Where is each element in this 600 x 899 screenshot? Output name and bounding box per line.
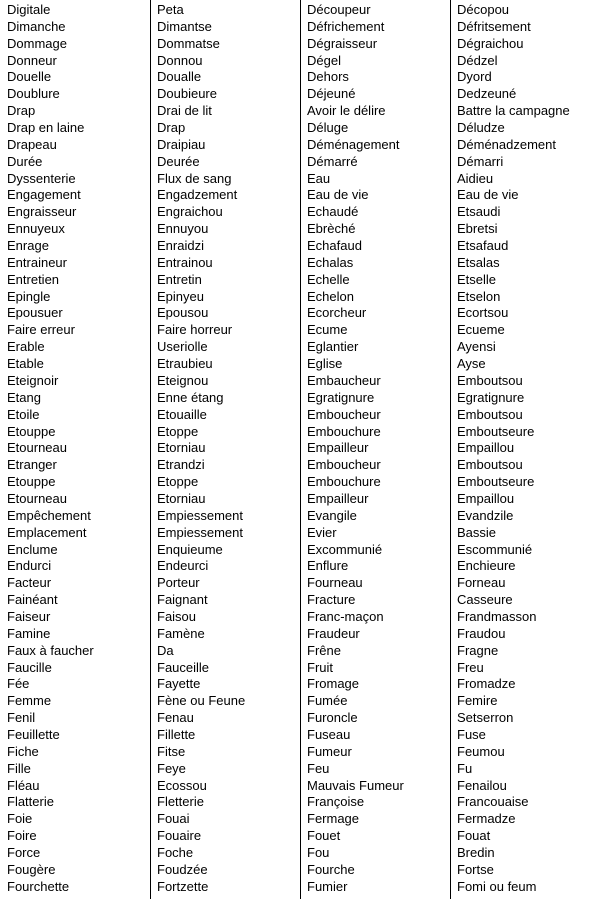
word-entry: Fée [7, 676, 30, 692]
word-entry: Echelle [307, 271, 350, 287]
word-entry: Faignant [157, 592, 208, 608]
word-entry: Digitale [7, 2, 51, 17]
word-entry: Déluge [307, 120, 349, 136]
word-entry: Etouppe [7, 474, 56, 490]
word-entry: Engraisseur [7, 204, 77, 220]
word-entry: Fène ou Feune [157, 693, 246, 709]
word-entry: Doublure [7, 86, 60, 102]
word-entry: Bassie [457, 524, 497, 540]
column-4 [450, 0, 600, 899]
word-entry: Ecueme [457, 322, 505, 338]
word-entry: Drap en laine [7, 120, 85, 136]
word-entry: Dommatse [157, 35, 220, 51]
word-entry: Peta [157, 2, 184, 17]
word-entry: Embaucheur [307, 372, 381, 388]
word-entry: Eau de vie [457, 187, 519, 203]
word-entry: Emboucheur [307, 457, 381, 473]
word-entry: Doualle [157, 69, 202, 85]
word-entry: Flatterie [7, 794, 54, 810]
word-entry: Faire horreur [157, 322, 233, 338]
word-entry: Echafaud [307, 238, 362, 254]
word-entry: Engadzement [157, 187, 238, 203]
word-entry: Fruit [307, 659, 333, 675]
word-entry: Eau [307, 170, 331, 186]
word-entry: Porteur [157, 575, 200, 591]
word-entry: Foie [7, 811, 33, 827]
word-entry: Aidieu [457, 170, 494, 186]
column-divider [300, 0, 301, 899]
word-entry: Douelle [7, 69, 52, 85]
word-entry: Emboutsou [457, 372, 523, 388]
word-entry: Echelon [307, 288, 354, 304]
word-entry: Famène [157, 625, 205, 641]
word-entry: Drap [7, 103, 36, 119]
word-entry: Faucille [7, 659, 52, 675]
word-entry: Donnou [157, 52, 203, 68]
column-divider [150, 0, 151, 899]
word-entry: Dimanche [7, 18, 66, 34]
word-entry: Etouaille [157, 406, 207, 422]
word-entry: Fromadze [457, 676, 516, 692]
word-entry: Etsafaud [457, 238, 509, 254]
word-entry: Entraineur [7, 254, 67, 270]
word-entry: Entretien [7, 271, 60, 287]
word-entry: Drap [157, 120, 186, 136]
word-entry: Etorniau [157, 440, 206, 456]
word-entry: Défritsement [457, 18, 531, 34]
word-entry: Entrainou [157, 254, 213, 270]
word-entry: Frêne [307, 642, 341, 658]
word-entry: Useriolle [157, 339, 208, 355]
word-entry: Enchieure [457, 558, 516, 574]
word-entry: Fumée [307, 693, 348, 709]
word-entry: Fomi ou feum [457, 878, 537, 894]
word-entry: Mauvais Fumeur [307, 777, 404, 793]
word-entry: Durée [7, 153, 43, 169]
word-entry: Frandmasson [457, 608, 537, 624]
word-entry: Faiseur [7, 608, 51, 624]
word-entry: Echalas [307, 254, 354, 270]
word-entry: Drapeau [7, 136, 57, 152]
word-entry: Etouppe [7, 423, 56, 439]
word-entry: Da [157, 642, 174, 658]
word-entry: Démarri [457, 153, 504, 169]
word-entry: Faisou [157, 608, 197, 624]
word-entry: Etsaudi [457, 204, 501, 220]
word-entry: Fou [307, 845, 330, 860]
word-entry: Avoir le délire [307, 103, 386, 119]
word-entry: Emboucheur [307, 406, 381, 422]
word-entry: Fourche [307, 861, 355, 877]
word-entry: Dommage [7, 35, 67, 51]
word-entry: Francouaise [457, 794, 529, 810]
word-entry: Erable [7, 339, 45, 355]
word-entry: Fourneau [307, 575, 363, 591]
word-entry: Epousou [157, 305, 209, 321]
word-entry: Enrage [7, 238, 49, 254]
word-entry: Femme [7, 693, 52, 709]
word-entry: Fougère [7, 861, 56, 877]
word-entry: Fouet [307, 828, 341, 844]
word-entry: Casseure [457, 592, 513, 608]
word-entry: Fuseau [307, 726, 351, 742]
word-entry: Fouaire [157, 828, 202, 844]
word-entry: Facteur [7, 575, 52, 591]
word-entry: Dehors [307, 69, 349, 85]
word-entry: Evangile [307, 507, 357, 523]
word-entry: Françoise [307, 794, 365, 810]
column-divider [450, 0, 451, 899]
word-entry: Entretin [157, 271, 202, 287]
word-entry: Famine [7, 625, 51, 641]
word-entry: Dimantse [157, 18, 212, 34]
word-entry: Etranger [7, 457, 57, 473]
word-entry: Enne étang [157, 389, 224, 405]
word-entry: Enraidzi [157, 238, 204, 254]
word-entry: Fenil [7, 710, 36, 726]
word-entry: Déménagement [307, 136, 400, 152]
word-entry: Foudzée [157, 861, 208, 877]
word-entry: Fouai [157, 811, 190, 827]
word-entry: Dégraisseur [307, 35, 378, 51]
word-entry: Empailleur [307, 440, 369, 456]
word-entry: Etable [7, 356, 44, 372]
word-entry: Foire [7, 828, 37, 844]
word-entry: Eglantier [307, 339, 359, 355]
word-entry: Emboutseure [457, 474, 535, 490]
word-entry: Fayette [157, 676, 201, 692]
column-3 [300, 0, 450, 899]
column-2 [150, 0, 300, 899]
word-entry: Fitse [157, 743, 186, 759]
word-entry: Deurée [157, 153, 200, 169]
word-entry: Fiche [7, 743, 39, 759]
word-entry: Faux à faucher [7, 642, 94, 658]
word-entry: Drai de lit [157, 103, 212, 119]
word-entry: Fourchette [7, 878, 70, 894]
word-entry: Fléau [7, 777, 40, 793]
word-entry: Dédzel [457, 52, 498, 68]
word-entry: Feu [307, 760, 330, 776]
word-entry: Emboutseure [457, 423, 535, 439]
word-entry: Etsalas [457, 254, 500, 270]
word-entry: Enclume [7, 541, 58, 557]
word-entry: Fortse [457, 861, 494, 877]
word-entry: Feye [157, 760, 186, 776]
word-entry: Dyord [457, 69, 492, 85]
word-entry: Bredin [457, 845, 495, 860]
word-entry: Fumeur [307, 743, 352, 759]
word-entry: Egratignure [457, 389, 525, 405]
word-entry: Fuse [457, 726, 486, 742]
word-entry: Fu [457, 760, 473, 776]
word-entry: Eteignoir [7, 372, 59, 388]
word-entry: Ennuyou [157, 221, 209, 237]
word-entry: Fracture [307, 592, 356, 608]
word-entry: Franc-maçon [307, 608, 384, 624]
word-entry: Empaillou [457, 440, 515, 456]
word-entry: Foche [157, 845, 194, 860]
word-entry: Fraudeur [307, 625, 360, 641]
word-entry: Fumier [307, 878, 348, 894]
word-entry: Défrichement [307, 18, 385, 34]
word-entry: Découpeur [307, 2, 371, 17]
word-entry: Excommunié [307, 541, 383, 557]
word-entry: Faire erreur [7, 322, 75, 338]
word-entry: Ayensi [457, 339, 496, 355]
word-entry: Femire [457, 693, 498, 709]
word-entry: Fragne [457, 642, 499, 658]
word-entry: Fletterie [157, 794, 204, 810]
word-entry: Fenau [157, 710, 194, 726]
word-entry: Emplacement [7, 524, 87, 540]
word-entry: Eglise [307, 356, 343, 372]
word-entry: Déménadzement [457, 136, 556, 152]
word-entry: Fermadze [457, 811, 516, 827]
word-entry: Empailleur [307, 490, 369, 506]
word-entry: Egratignure [307, 389, 375, 405]
word-entry: Eteignou [157, 372, 209, 388]
word-entry: Déjeuné [307, 86, 356, 102]
word-entry: Etrandzi [157, 457, 205, 473]
word-entry: Embouchure [307, 423, 381, 439]
word-entry: Emboutsou [457, 457, 523, 473]
word-entry: Furoncle [307, 710, 358, 726]
word-entry: Etselon [457, 288, 501, 304]
word-entry: Fille [7, 760, 31, 776]
word-entry: Etoile [7, 406, 40, 422]
word-entry: Fainéant [7, 592, 58, 608]
word-entry: Epousuer [7, 305, 63, 321]
word-entry: Ecume [307, 322, 348, 338]
word-entry: Empaillou [457, 490, 515, 506]
word-entry: Etoppe [157, 474, 199, 490]
word-entry: Doubieure [157, 86, 217, 102]
word-entry: Etselle [457, 271, 497, 287]
word-entry: Emboutsou [457, 406, 523, 422]
word-entry: Empiessement [157, 507, 243, 523]
word-entry: Forneau [457, 575, 506, 591]
word-entry: Etourneau [7, 440, 67, 456]
word-entry: Fenailou [457, 777, 507, 793]
word-entry: Fortzette [157, 878, 209, 894]
word-entry: Etorniau [157, 490, 206, 506]
word-entry: Draipiau [157, 136, 206, 152]
word-entry: Engagement [7, 187, 81, 203]
word-entry: Dégraichou [457, 35, 524, 51]
word-entry: Enflure [307, 558, 349, 574]
word-entry: Force [7, 845, 41, 860]
word-entry: Etang [7, 389, 41, 405]
word-entry: Empiessement [157, 524, 243, 540]
word-entry: Etraubieu [157, 356, 213, 372]
word-entry: Endurci [7, 558, 52, 574]
word-entry: Dyssenterie [7, 170, 76, 186]
word-entry: Feumou [457, 743, 505, 759]
word-entry: Engraichou [157, 204, 223, 220]
word-entry: Démarré [307, 153, 358, 169]
word-entry: Eau de vie [307, 187, 369, 203]
word-entry: Ennuyeux [7, 221, 65, 237]
word-entry: Donneur [7, 52, 57, 68]
word-entry: Ecortsou [457, 305, 509, 321]
column-1 [0, 0, 150, 899]
word-entry: Epingle [7, 288, 51, 304]
word-entry: Fouat [457, 828, 491, 844]
word-entry: Dedzeuné [457, 86, 517, 102]
word-entry: Flux de sang [157, 170, 232, 186]
word-entry: Fromage [307, 676, 360, 692]
word-entry: Etoppe [157, 423, 199, 439]
word-entry: Fauceille [157, 659, 210, 675]
word-entry: Déludze [457, 120, 505, 136]
word-entry: Battre la campagne [457, 103, 570, 119]
word-entry: Echaudé [307, 204, 359, 220]
word-entry: Ayse [457, 356, 486, 372]
word-entry: Evandzile [457, 507, 514, 523]
word-entry: Embouchure [307, 474, 381, 490]
word-entry: Setserron [457, 710, 514, 726]
word-entry: Ecorcheur [307, 305, 367, 321]
word-entry: Décopou [457, 2, 510, 17]
word-entry: Enquieume [157, 541, 223, 557]
word-entry: Etourneau [7, 490, 67, 506]
word-entry: Fraudou [457, 625, 506, 641]
word-entry: Ecossou [157, 777, 207, 793]
word-entry: Ebretsi [457, 221, 498, 237]
word-entry: Evier [307, 524, 337, 540]
word-entry: Endeurci [157, 558, 209, 574]
word-entry: Epinyeu [157, 288, 204, 304]
word-entry: Dégel [307, 52, 341, 68]
word-entry: Ebrèché [307, 221, 356, 237]
word-entry: Fillette [157, 726, 196, 742]
word-entry: Freu [457, 659, 484, 675]
word-entry: Fermage [307, 811, 360, 827]
word-entry: Empêchement [7, 507, 91, 523]
word-entry: Escommunié [457, 541, 533, 557]
word-entry: Feuillette [7, 726, 60, 742]
